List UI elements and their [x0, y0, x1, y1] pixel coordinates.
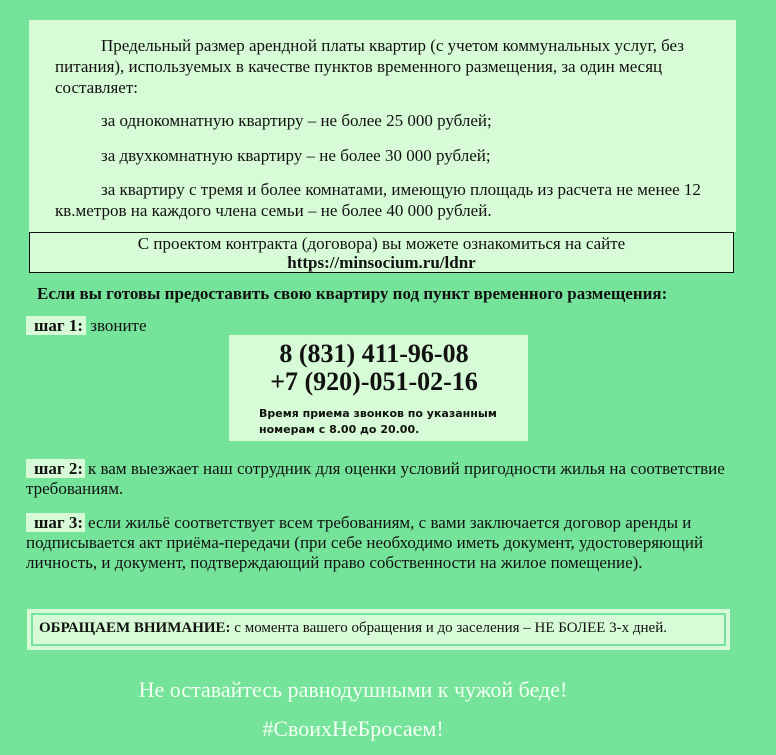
offer-heading: Если вы готовы предоставить свою квартиру под пункт временного размещения: — [37, 284, 668, 303]
call-hours: Время приема звонков по указанным номерам с 8.00 до 20.00. — [259, 407, 497, 436]
step-2-text: к вам выезжает наш сотрудник для оценки условий пригодности жилья на соответствие требованиям. — [26, 459, 725, 498]
step-2-label: шаг 2: — [26, 459, 85, 478]
rent-item-three-room: за квартиру с тремя и более комнатами, имеющую площадь из расчета не менее 12 кв.метров на каждого члена семьи – не более 40 000 рублей. — [55, 180, 701, 220]
notice-box — [27, 609, 730, 650]
step-1-label: шаг 1: — [26, 316, 86, 335]
rent-item-two-room: за двухкомнатную квартиру – не более 30 000 рублей; — [101, 146, 491, 165]
contract-link[interactable]: https://minsocium.ru/ldnr — [287, 253, 476, 272]
phone-box — [229, 335, 528, 441]
contract-info-box — [29, 232, 734, 273]
phone-number-1[interactable]: 8 (831) 411-96-08 — [279, 339, 469, 368]
step-1 — [26, 316, 746, 336]
notice-text: с момента вашего обращения и до заселения – НЕ БОЛЕЕ 3-х дней. — [234, 620, 667, 636]
notice-label: ОБРАЩАЕМ ВНИМАНИЕ: — [39, 620, 231, 636]
step-3-label: шаг 3: — [26, 513, 85, 532]
slogan-hashtag: #СвоихНеБросаем! — [262, 716, 444, 741]
slogan-line-1: Не оставайтесь равнодушными к чужой беде! — [138, 677, 568, 702]
rent-item-one-room: за однокомнатную квартиру – не более 25 000 рублей; — [101, 111, 492, 130]
step-1-text: звоните — [90, 316, 147, 335]
step-2 — [26, 459, 726, 499]
contract-text: С проектом контракта (договора) вы можете ознакомиться на сайте — [137, 234, 626, 253]
rent-limits-intro: Предельный размер арендной платы квартир (с учетом коммунальных услуг, без питания), используемых в качестве пунктов временного размещения, за один месяц составляет: — [55, 36, 685, 97]
step-3-text: если жильё соответствует всем требованиям, с вами заключается договор аренды и подписывается акт приёма-передачи (при себе необходимо иметь документ, удостоверяющий личность, и документ, подтверждающий право собственности на жилое помещение). — [26, 513, 704, 572]
step-3 — [26, 513, 741, 573]
phone-number-2[interactable]: +7 (920)-051-02-16 — [270, 367, 478, 396]
